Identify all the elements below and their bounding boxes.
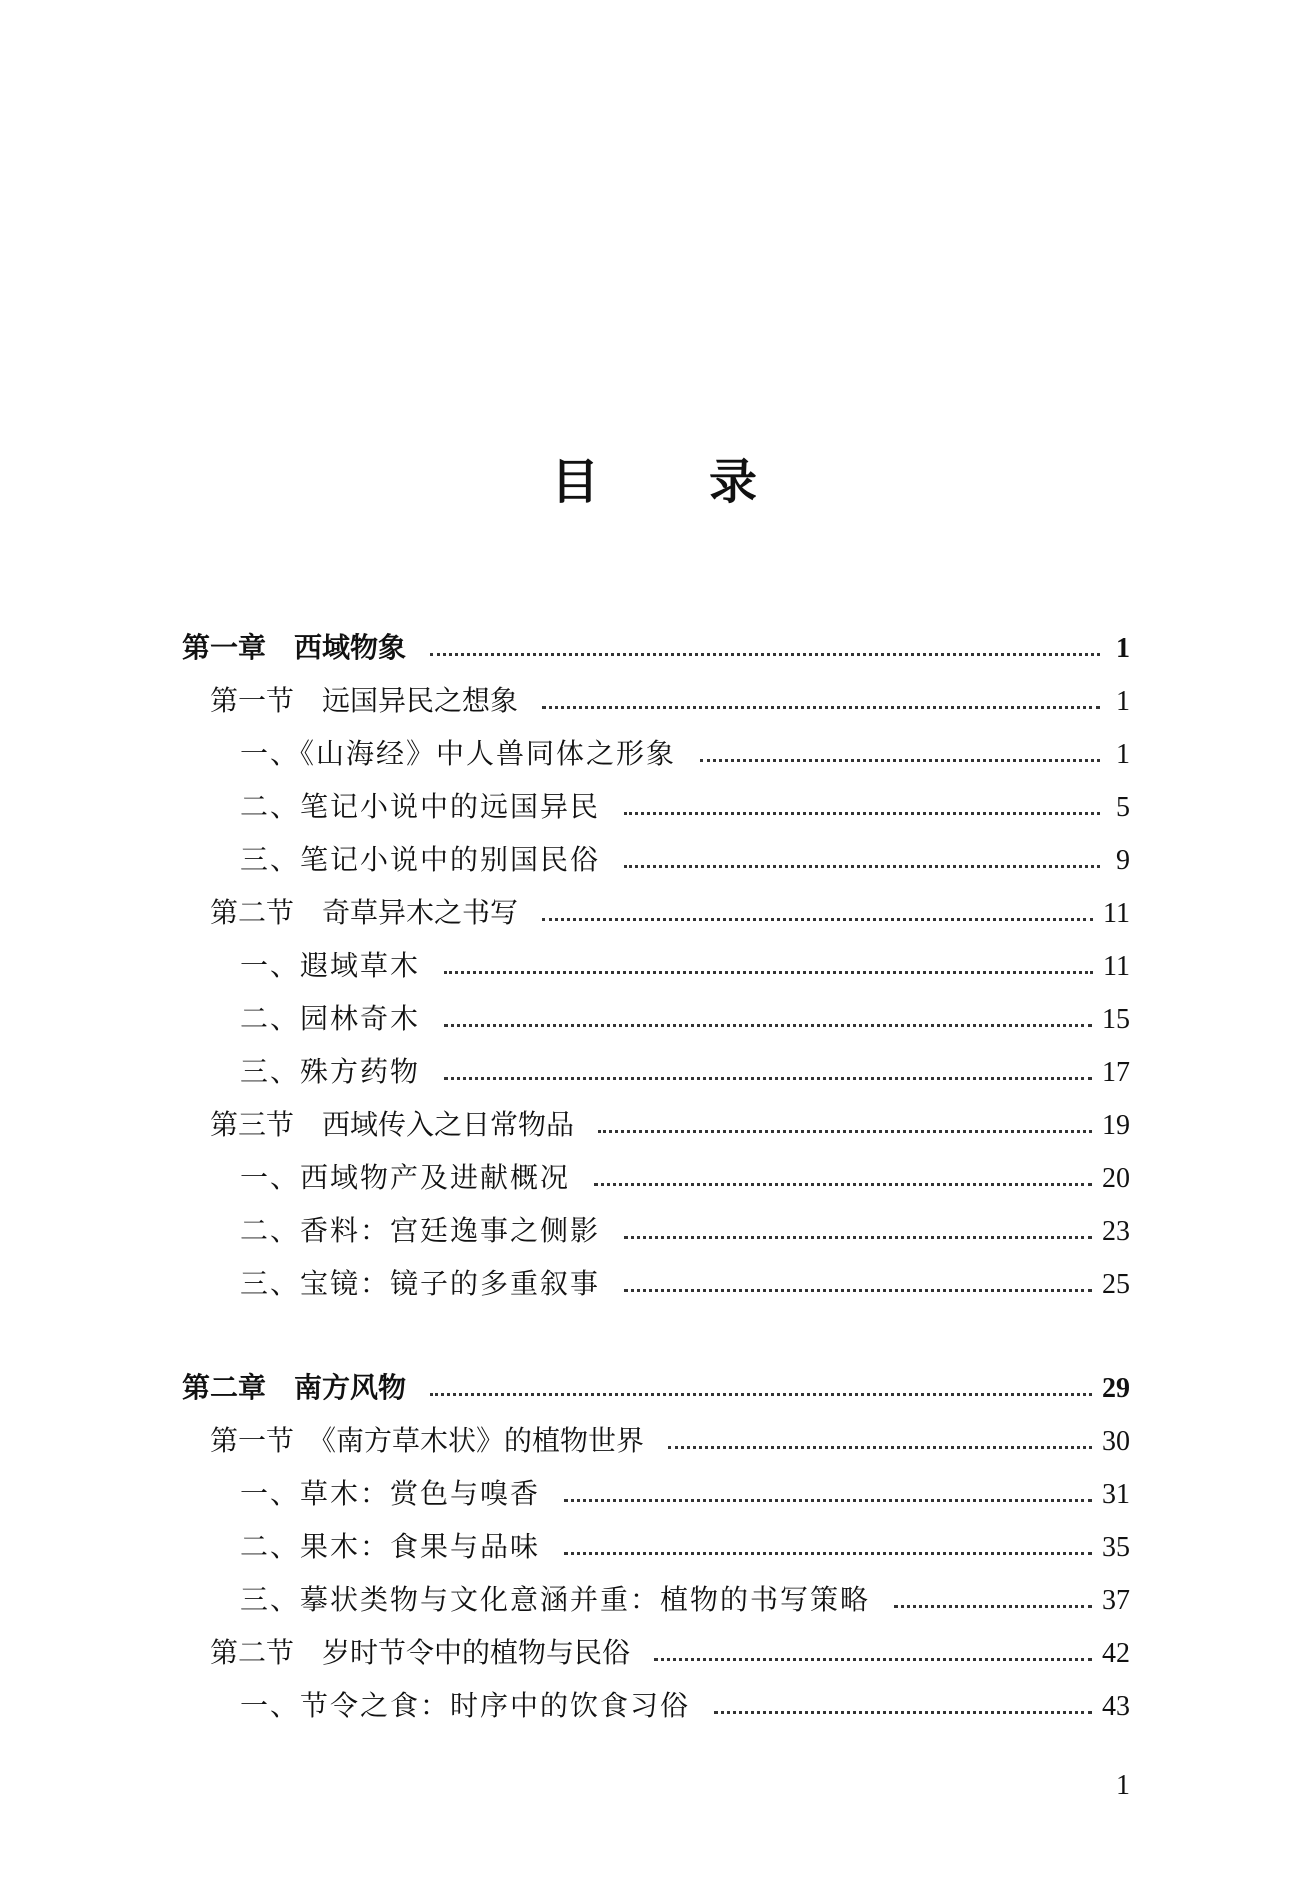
- dot-leader: [894, 1605, 1092, 1608]
- toc-entry-item[interactable]: [240, 840, 1130, 880]
- toc-entry-label: 二、香料：宫廷逸事之侧影: [240, 1214, 601, 1247]
- dot-leader: [430, 1393, 1092, 1396]
- toc-entry-item[interactable]: [240, 1580, 1130, 1620]
- dot-leader: [430, 653, 1100, 656]
- toc-entry-item[interactable]: [240, 1052, 1130, 1092]
- toc-entry-label: 二、园林奇木: [240, 1002, 421, 1035]
- toc-entry-item[interactable]: [240, 1527, 1130, 1567]
- toc-entry-section[interactable]: [210, 893, 1130, 933]
- dot-leader: [624, 812, 1100, 815]
- toc-entry-label: 二、果木：食果与品味: [240, 1530, 541, 1563]
- toc-page-number: 11: [1103, 898, 1130, 929]
- toc-page-number: 1: [1116, 739, 1130, 770]
- toc-entry-section[interactable]: [210, 1633, 1130, 1673]
- toc-entry-section[interactable]: [210, 1421, 1130, 1461]
- toc-page-number: 5: [1116, 792, 1130, 823]
- dot-leader: [624, 1289, 1092, 1292]
- toc-entry-label: 一、节令之食：时序中的饮食习俗: [240, 1689, 691, 1722]
- toc-entry-label: 第二节 奇草异木之书写: [210, 896, 519, 929]
- toc-entry-label: 第一节 《南方草木状》的植物世界: [210, 1424, 645, 1457]
- toc-page-number: 23: [1102, 1216, 1130, 1247]
- toc-page-number: 37: [1102, 1585, 1130, 1616]
- dot-leader: [624, 865, 1100, 868]
- toc-entry-label: 三、宝镜：镜子的多重叙事: [240, 1267, 601, 1300]
- toc-page-number: 9: [1116, 845, 1130, 876]
- dot-leader: [564, 1552, 1092, 1555]
- dot-leader: [594, 1183, 1092, 1186]
- toc-page-number: 19: [1102, 1110, 1130, 1141]
- toc-page-number: 30: [1102, 1426, 1130, 1457]
- dot-leader: [542, 918, 1093, 921]
- toc-entry-item[interactable]: [240, 946, 1130, 986]
- dot-leader: [654, 1658, 1092, 1661]
- toc-entry-item[interactable]: [240, 1158, 1130, 1198]
- toc-page-number: 25: [1102, 1269, 1130, 1300]
- dot-leader: [542, 706, 1100, 709]
- page-folio-number: 1: [1116, 1770, 1130, 1801]
- toc-page-number: 35: [1102, 1532, 1130, 1563]
- toc-page-number: 42: [1102, 1638, 1130, 1669]
- toc-entry-item[interactable]: [240, 1264, 1130, 1304]
- toc-entry-section[interactable]: [210, 1105, 1130, 1145]
- toc-entry-item[interactable]: [240, 999, 1130, 1039]
- toc-page-number: 20: [1102, 1163, 1130, 1194]
- toc-entry-label: 一、草木：赏色与嗅香: [240, 1477, 541, 1510]
- dot-leader: [714, 1711, 1092, 1714]
- dot-leader: [700, 759, 1100, 762]
- dot-leader: [624, 1236, 1092, 1239]
- toc-entry-label: 一、西域物产及进献概况: [240, 1161, 571, 1194]
- toc-entry-chapter-1[interactable]: [182, 628, 1130, 668]
- toc-entry-label: 一、遐域草木: [240, 949, 421, 982]
- toc-page-number: 1: [1116, 633, 1130, 664]
- toc-entry-label: 第二节 岁时节令中的植物与民俗: [210, 1636, 631, 1669]
- toc-page-number: 1: [1116, 686, 1130, 717]
- toc-entry-item[interactable]: [240, 1474, 1130, 1514]
- toc-entry-label: 三、笔记小说中的别国民俗: [240, 843, 601, 876]
- toc-entry-section[interactable]: [210, 681, 1130, 721]
- toc-entry-label: 三、摹状类物与文化意涵并重：植物的书写策略: [240, 1583, 871, 1616]
- dot-leader: [444, 1077, 1092, 1080]
- toc-entry-item[interactable]: [240, 734, 1130, 774]
- toc-entry-label: 第二章 南方风物: [182, 1371, 407, 1404]
- toc-entry-item[interactable]: [240, 787, 1130, 827]
- toc-page-number: 29: [1102, 1373, 1130, 1404]
- toc-entry-item[interactable]: [240, 1686, 1130, 1726]
- toc-entry-label: 第一章 西域物象: [182, 631, 407, 664]
- toc-entry-label: 二、笔记小说中的远国异民: [240, 790, 601, 823]
- toc-entry-label: 三、殊方药物: [240, 1055, 421, 1088]
- toc-page-number: 15: [1102, 1004, 1130, 1035]
- toc-page-number: 31: [1102, 1479, 1130, 1510]
- toc-entry-chapter-2[interactable]: [182, 1368, 1130, 1408]
- dot-leader: [444, 971, 1093, 974]
- toc-entry-item[interactable]: [240, 1211, 1130, 1251]
- toc-entry-label: 一、《山海经》中人兽同体之形象: [240, 737, 677, 770]
- dot-leader: [564, 1499, 1092, 1502]
- dot-leader: [668, 1446, 1092, 1449]
- toc-page-number: 43: [1102, 1691, 1130, 1722]
- dot-leader: [598, 1130, 1092, 1133]
- toc-page-number: 11: [1103, 951, 1130, 982]
- dot-leader: [444, 1024, 1092, 1027]
- toc-page-number: 17: [1102, 1057, 1130, 1088]
- toc-entry-label: 第三节 西域传入之日常物品: [210, 1108, 575, 1141]
- page-title: 目录: [550, 454, 867, 510]
- toc-entry-label: 第一节 远国异民之想象: [210, 684, 519, 717]
